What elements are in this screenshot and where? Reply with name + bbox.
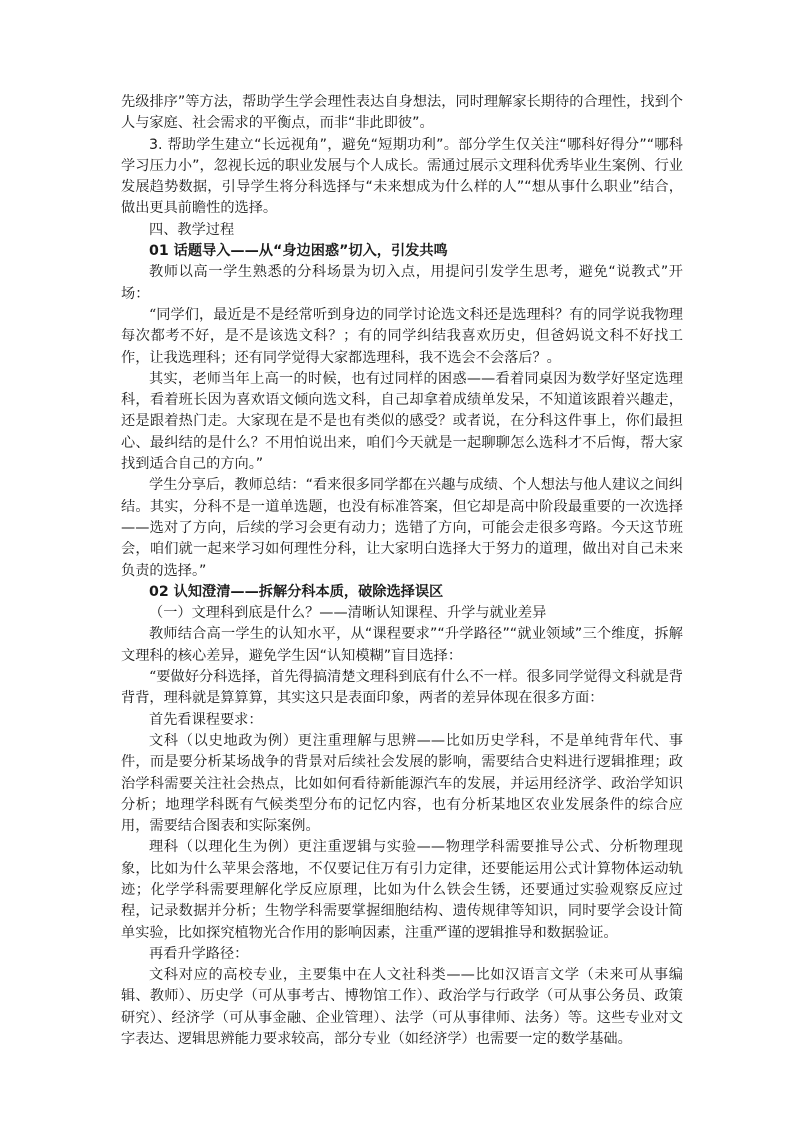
goal-3-paragraph: 3. 帮助学生建立“长远视角”，避免“短期功利”。部分学生仅关注“哪科好得分”“哪科学习压力小”，忽视长远的职业发展与个人成长。需通过展示文理科优秀毕业生案例、行业发展趋势数据，引导学生将分科选择与“未来想成为什么样的人”“想从事什么职业”结合，做出更具前瞻性的选择。 [121, 136, 683, 217]
summary-paragraph: 学生分享后，教师总结：“看来很多同学都在兴趣与成绩、个人想法与他人建议之间纠结。其实，分科不是一道单选题，也没有标准答案，但它却是高中阶段最重要的一次选择——选对了方向，后续的学习会更有动力；选错了方向，可能会走很多弯路。今天这节班会，咱们就一起来学习如何理性分科，让大家明白选择大于努力的道理，做出对自己未来负责的选择。” [121, 477, 683, 579]
intro-paragraph: 教师以高一学生熟悉的分科场景为切入点，用提问引发学生思考，避免“说教式”开场： [121, 264, 683, 302]
science-paragraph: 理科（以理化生为例）更注重逻辑与实验——物理学科需要推导公式、分析物理现象，比如为什么苹果会落地，不仅要记住万有引力定律，还要能运用公式计算物体运动轨迹；化学学科需要理解化学反应原理，比如为什么铁会生锈，还要通过实验观察反应过程，记录数据并分析；生物学科需要掌握细胞结构、遗传规律等知识，同时要学会设计简单实验，比如探究植物光合作用的影响因素，注重严谨的逻辑推导和数据验证。 [121, 839, 683, 941]
admission-path-label: 再看升学路径： [149, 945, 249, 962]
liberal-arts-majors-paragraph: 文科对应的高校专业，主要集中在人文社科类——比如汉语言文学（未来可从事编辑、教师）、历史学（可从事考古、博物馆工作）、政治学与行政学（可从事公务员、政策研究）、经济学（可从事金融、企业管理）、法学（可从事律师、法务）等。这些专业对文字表达、逻辑思辨能力要求较高，部分专业（如经济学）也需要一定的数学基础。 [121, 967, 683, 1048]
teacher-quote-1: “同学们，最近是不是经常听到身边的同学讨论选文科还是选理科？有的同学说我物理每次都考不好，是不是该选文科？；有的同学纠结我喜欢历史，但爸妈说文科不好找工作，让我选理科；还有同学觉得大家都选理科，我不选会不会落后？。 [121, 306, 683, 366]
liberal-arts-paragraph: 文科（以史地政为例）更注重理解与思辨——比如历史学科，不是单纯背年代、事件，而是要分析某场战争的背景对后续社会发展的影响，需要结合史料进行逻辑推理；政治学科需要关注社会热点，比如如何看待新能源汽车的发展，并运用经济学、政治学知识分析；地理学科既有气候类型分布的记忆内容，也有分析某地区农业发展条件的综合应用，需要结合图表和实际案例。 [121, 732, 683, 835]
document-page [121, 92, 683, 1050]
step-02-heading: 02 认知澄清——拆解分科本质，破除选择误区 [149, 583, 444, 600]
step-01-heading: 01 话题导入——从“身边困惑”切入，引发共鸣 [149, 243, 448, 260]
teacher-quote-3: “要做好分科选择，首先得搞清楚文理科到底有什么不一样。很多同学觉得文科就是背背背，理科就是算算算，其实这只是表面印象，两者的差异体现在很多方面： [121, 669, 683, 707]
paragraph-1: 先级排序”等方法，帮助学生学会理性表达自身想法，同时理解家长期待的合理性，找到个人与家庭、社会需求的平衡点，而非“非此即彼”。 [121, 94, 683, 132]
teacher-quote-2: 其实，老师当年上高一的时候，也有过同样的困惑——看着同桌因为数学好坚定选理科，看着班长因为喜欢语文倾向选文科，自己却拿着成绩单发呆，不知道该跟着兴趣走，还是跟着热门走。大家现在是不是也有类似的感受？或者说，在分科这件事上，你们最担心、最纠结的是什么？不用怕说出来，咱们今天就是一起聊聊怎么选科才不后悔，帮大家找到适合自己的方向。” [121, 370, 683, 473]
course-requirements-label: 首先看课程要求： [149, 711, 263, 728]
section-heading-teaching-process: 四、教学过程 [149, 221, 235, 238]
dimension-paragraph: 教师结合高一学生的认知水平，从“课程要求”“升学路径”“就业领域”三个维度，拆解文理科的核心差异，避免学生因“认知模糊”盲目选择： [121, 626, 683, 664]
subsection-heading-1: （一）文理科到底是什么？——清晰认知课程、升学与就业差异 [149, 605, 547, 622]
